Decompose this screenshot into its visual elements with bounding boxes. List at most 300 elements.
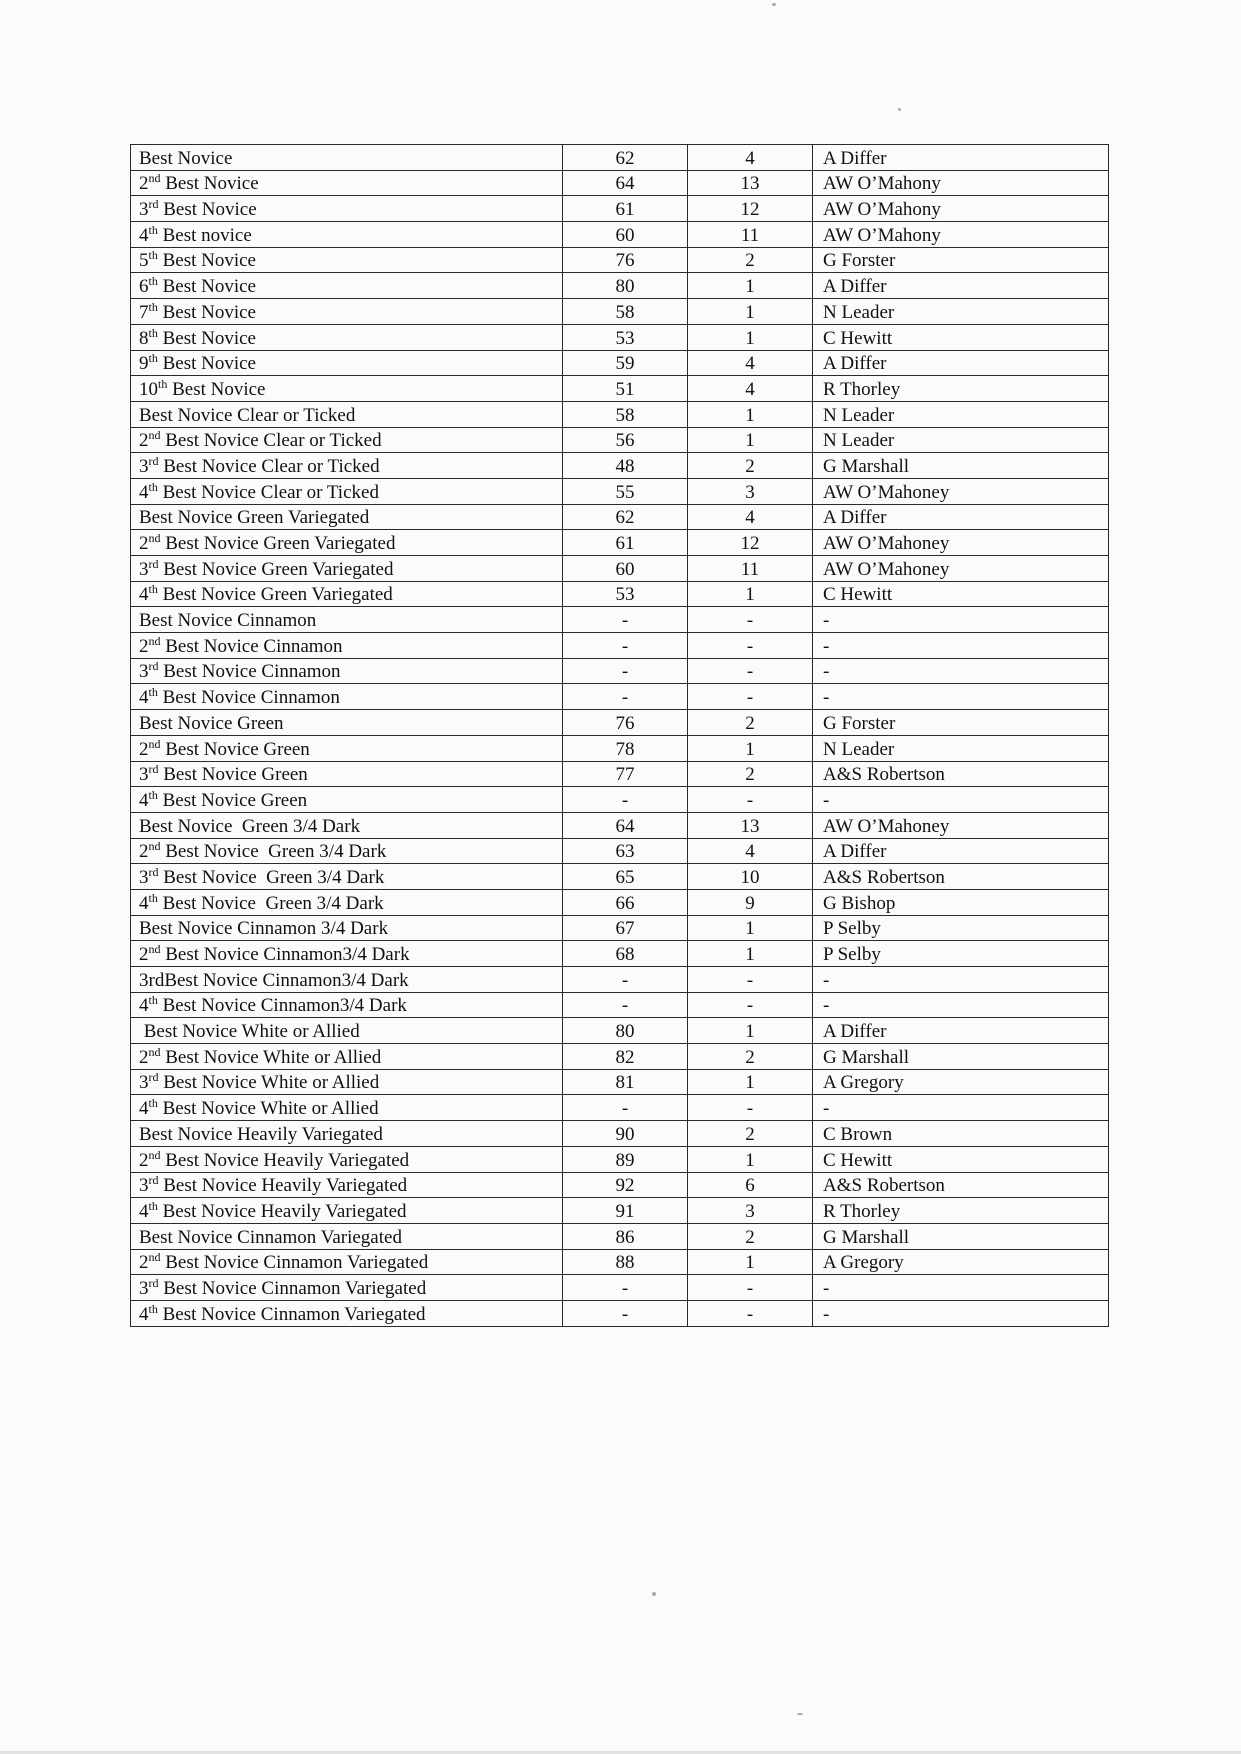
score-cell: 58 xyxy=(563,299,688,325)
placing-number: 2 xyxy=(139,635,149,657)
score-cell: 86 xyxy=(563,1223,688,1249)
placing-number: 7 xyxy=(139,301,149,323)
cage-cell: 10 xyxy=(688,864,813,890)
placing-number: 4 xyxy=(139,1200,149,1222)
placing-suffix: rd xyxy=(148,659,159,674)
cage-cell: 12 xyxy=(688,530,813,556)
cage-cell: 1 xyxy=(688,941,813,967)
class-label: Best Novice Cinnamon Variegated xyxy=(157,1303,426,1325)
score-cell: 59 xyxy=(563,350,688,376)
exhibitor-cell: A&S Robertson xyxy=(813,761,1109,787)
placing-suffix: nd xyxy=(148,428,161,443)
class-label: Best Novice Heavily Variegated xyxy=(139,1123,383,1145)
placing-suffix: nd xyxy=(148,942,161,956)
exhibitor-cell: - xyxy=(813,684,1109,710)
score-cell: 53 xyxy=(563,324,688,350)
placing-number: 3 xyxy=(139,1072,149,1094)
score-cell: 64 xyxy=(563,812,688,838)
score-cell: 60 xyxy=(563,556,688,582)
placing-suffix: th xyxy=(148,787,158,802)
class-cell xyxy=(131,684,563,710)
placing-suffix: rd xyxy=(148,1173,159,1188)
table-row xyxy=(131,1146,1109,1172)
class-cell xyxy=(131,735,563,761)
placing-number: 3 xyxy=(139,764,149,786)
cage-cell: 4 xyxy=(688,504,813,530)
table-row xyxy=(131,1249,1109,1275)
cage-cell: 1 xyxy=(688,1146,813,1172)
score-cell: 55 xyxy=(563,478,688,504)
exhibitor-cell: P Selby xyxy=(813,941,1109,967)
placing-number: 2 xyxy=(139,1149,149,1171)
class-cell xyxy=(131,1018,563,1044)
cage-cell: 2 xyxy=(688,761,813,787)
table-row xyxy=(131,1223,1109,1249)
class-cell xyxy=(131,633,563,659)
table-row xyxy=(131,607,1109,633)
class-cell xyxy=(131,607,563,633)
table-row xyxy=(131,1172,1109,1198)
class-cell xyxy=(131,1146,563,1172)
exhibitor-cell: G Forster xyxy=(813,710,1109,736)
scan-speck xyxy=(797,1713,803,1715)
placing-number: 6 xyxy=(139,276,149,298)
class-label: Best Novice Green xyxy=(139,712,284,734)
score-cell: - xyxy=(563,1275,688,1301)
table-row xyxy=(131,1095,1109,1121)
score-cell: - xyxy=(563,967,688,993)
table-row xyxy=(131,1018,1109,1044)
class-cell xyxy=(131,1275,563,1301)
score-cell: 81 xyxy=(563,1069,688,1095)
class-label: Best Novice xyxy=(167,378,266,400)
exhibitor-cell: - xyxy=(813,787,1109,813)
cage-cell: 6 xyxy=(688,1172,813,1198)
table-row xyxy=(131,401,1109,427)
exhibitor-cell: A Differ xyxy=(813,1018,1109,1044)
exhibitor-cell: AW O’Mahony xyxy=(813,170,1109,196)
exhibitor-cell: C Hewitt xyxy=(813,1146,1109,1172)
placing-suffix: th xyxy=(148,325,158,340)
table-row xyxy=(131,1069,1109,1095)
table-row xyxy=(131,658,1109,684)
exhibitor-cell: G Bishop xyxy=(813,889,1109,915)
scan-speck xyxy=(652,1592,656,1596)
score-cell: 58 xyxy=(563,401,688,427)
class-cell xyxy=(131,787,563,813)
placing-suffix: th xyxy=(148,1198,158,1213)
placing-suffix: rd xyxy=(148,197,159,212)
placing-number: 3 xyxy=(139,199,149,221)
class-cell xyxy=(131,889,563,915)
exhibitor-cell: C Hewitt xyxy=(813,581,1109,607)
placing-suffix: th xyxy=(148,993,158,1008)
score-cell: - xyxy=(563,787,688,813)
table-row xyxy=(131,787,1109,813)
class-cell xyxy=(131,453,563,479)
exhibitor-cell: - xyxy=(813,607,1109,633)
class-cell xyxy=(131,581,563,607)
exhibitor-cell: - xyxy=(813,967,1109,993)
score-cell: - xyxy=(563,1300,688,1326)
placing-number: 2 xyxy=(139,430,149,452)
exhibitor-cell: N Leader xyxy=(813,299,1109,325)
class-label: Best Novice Green 3/4 Dark xyxy=(139,815,361,837)
score-cell: 60 xyxy=(563,222,688,248)
placing-number: 2 xyxy=(139,738,149,760)
table-row xyxy=(131,556,1109,582)
placing-number: 10 xyxy=(139,378,158,400)
table-row xyxy=(131,453,1109,479)
placing-suffix: th xyxy=(148,890,158,905)
score-cell: 78 xyxy=(563,735,688,761)
placing-suffix: rd xyxy=(148,1275,159,1290)
class-label: Best Novice Green 3/4 Dark xyxy=(158,866,385,888)
class-cell xyxy=(131,992,563,1018)
placing-number: 2 xyxy=(139,1252,149,1274)
class-cell xyxy=(131,1095,563,1121)
placing-number: 4 xyxy=(139,224,149,246)
class-label: Best Novice Green 3/4 Dark xyxy=(160,841,387,863)
class-label: Best Novice Green Variegated xyxy=(139,507,370,529)
score-cell: 82 xyxy=(563,1044,688,1070)
scan-speck xyxy=(772,3,776,6)
exhibitor-cell: A Differ xyxy=(813,504,1109,530)
class-label: Best Novice xyxy=(157,327,256,349)
exhibitor-cell: G Marshall xyxy=(813,1044,1109,1070)
table-row xyxy=(131,1275,1109,1301)
cage-cell: 1 xyxy=(688,735,813,761)
placing-number: 4 xyxy=(139,1303,149,1325)
score-cell: 67 xyxy=(563,915,688,941)
class-label: Best Novice Green Variegated xyxy=(160,533,396,554)
cage-cell: 2 xyxy=(688,1121,813,1147)
class-cell xyxy=(131,145,563,171)
cage-cell: 13 xyxy=(688,170,813,196)
exhibitor-cell: N Leader xyxy=(813,401,1109,427)
score-cell: - xyxy=(563,658,688,684)
score-cell: 65 xyxy=(563,864,688,890)
class-cell xyxy=(131,1300,563,1326)
class-cell xyxy=(131,1249,563,1275)
class-label: Best Novice White or Allied xyxy=(160,1046,382,1068)
placing-number: 3 xyxy=(139,455,149,477)
score-cell: 48 xyxy=(563,453,688,479)
placing-suffix: rd xyxy=(148,556,159,571)
exhibitor-cell: - xyxy=(813,992,1109,1018)
exhibitor-cell: AW O’Mahoney xyxy=(813,556,1109,582)
placing-suffix: th xyxy=(148,582,158,597)
exhibitor-cell: AW O’Mahoney xyxy=(813,530,1109,556)
score-cell: 76 xyxy=(563,247,688,273)
cage-cell: 3 xyxy=(688,1198,813,1224)
exhibitor-cell: G Forster xyxy=(813,247,1109,273)
class-cell xyxy=(131,376,563,402)
score-cell: - xyxy=(563,633,688,659)
class-label: 3rdBest Novice Cinnamon3/4 Dark xyxy=(139,969,409,991)
table-row xyxy=(131,1198,1109,1224)
placing-suffix: nd xyxy=(148,171,161,186)
class-label: Best Novice xyxy=(160,173,259,195)
cage-cell: - xyxy=(688,787,813,813)
placing-number: 4 xyxy=(139,892,149,914)
table-row xyxy=(131,324,1109,350)
table-row xyxy=(131,967,1109,993)
score-cell: 90 xyxy=(563,1121,688,1147)
class-label: Best Novice Heavily Variegated xyxy=(160,1149,410,1171)
cage-cell: 4 xyxy=(688,145,813,171)
placing-number: 4 xyxy=(139,789,149,811)
placing-suffix: nd xyxy=(148,531,161,545)
cage-cell: - xyxy=(688,992,813,1018)
table-row xyxy=(131,196,1109,222)
exhibitor-cell: A Gregory xyxy=(813,1249,1109,1275)
table-row xyxy=(131,222,1109,248)
table-row xyxy=(131,889,1109,915)
class-cell xyxy=(131,1172,563,1198)
cage-cell: - xyxy=(688,1095,813,1121)
exhibitor-cell: A&S Robertson xyxy=(813,1172,1109,1198)
cage-cell: - xyxy=(688,1300,813,1326)
table-row xyxy=(131,273,1109,299)
cage-cell: 4 xyxy=(688,376,813,402)
cage-cell: 2 xyxy=(688,1223,813,1249)
placing-suffix: th xyxy=(148,1096,158,1111)
table-row xyxy=(131,530,1109,556)
table-row xyxy=(131,761,1109,787)
table-row xyxy=(131,504,1109,530)
table-row xyxy=(131,247,1109,273)
exhibitor-cell: A Differ xyxy=(813,350,1109,376)
cage-cell: - xyxy=(688,967,813,993)
class-cell xyxy=(131,299,563,325)
class-label: Best Novice xyxy=(139,147,233,169)
table-row xyxy=(131,1300,1109,1326)
class-label: Best Novice xyxy=(157,276,256,298)
class-label: Best Novice Cinnamon Variegated xyxy=(160,1252,429,1274)
table-row xyxy=(131,812,1109,838)
placing-number: 2 xyxy=(139,533,149,554)
class-label: Best Novice Green Variegated xyxy=(157,584,393,606)
class-cell xyxy=(131,1044,563,1070)
table-row xyxy=(131,864,1109,890)
score-cell: 62 xyxy=(563,504,688,530)
class-label: Best Novice White or Allied xyxy=(158,1072,380,1094)
class-label: Best Novice Heavily Variegated xyxy=(158,1175,408,1197)
class-label: Best Novice Cinnamon Variegated xyxy=(158,1277,427,1299)
class-cell xyxy=(131,427,563,453)
cage-cell: 2 xyxy=(688,453,813,479)
placing-number: 3 xyxy=(139,558,149,580)
cage-cell: 1 xyxy=(688,1069,813,1095)
cage-cell: - xyxy=(688,607,813,633)
class-cell xyxy=(131,247,563,273)
class-cell xyxy=(131,350,563,376)
cage-cell: 1 xyxy=(688,401,813,427)
score-cell: 64 xyxy=(563,170,688,196)
table-row xyxy=(131,581,1109,607)
placing-suffix: rd xyxy=(148,1070,159,1085)
class-label: Best Novice Green xyxy=(158,764,308,786)
placing-number: 2 xyxy=(139,1046,149,1068)
cage-cell: 3 xyxy=(688,478,813,504)
placing-number: 3 xyxy=(139,1277,149,1299)
class-label: Best Novice xyxy=(157,353,256,375)
cage-cell: 2 xyxy=(688,710,813,736)
score-cell: 68 xyxy=(563,941,688,967)
cage-cell: - xyxy=(688,633,813,659)
table-row xyxy=(131,427,1109,453)
placing-suffix: nd xyxy=(148,633,161,648)
score-cell: 63 xyxy=(563,838,688,864)
exhibitor-cell: - xyxy=(813,1300,1109,1326)
class-cell xyxy=(131,556,563,582)
placing-number: 8 xyxy=(139,327,149,349)
class-label: Best Novice Heavily Variegated xyxy=(157,1200,407,1222)
exhibitor-cell: G Marshall xyxy=(813,453,1109,479)
class-cell xyxy=(131,478,563,504)
class-label: Best Novice Green 3/4 Dark xyxy=(157,892,384,914)
exhibitor-cell: R Thorley xyxy=(813,1198,1109,1224)
exhibitor-cell: G Marshall xyxy=(813,1223,1109,1249)
cage-cell: 9 xyxy=(688,889,813,915)
exhibitor-cell: - xyxy=(813,633,1109,659)
score-cell: - xyxy=(563,684,688,710)
table-row xyxy=(131,350,1109,376)
class-cell xyxy=(131,967,563,993)
score-cell: 77 xyxy=(563,761,688,787)
cage-cell: 11 xyxy=(688,222,813,248)
score-cell: - xyxy=(563,607,688,633)
class-label: Best Novice Cinnamon xyxy=(158,661,341,683)
class-cell xyxy=(131,1198,563,1224)
exhibitor-cell: - xyxy=(813,1275,1109,1301)
class-label: Best Novice Cinnamon xyxy=(139,610,317,632)
exhibitor-cell: AW O’Mahony xyxy=(813,196,1109,222)
class-cell xyxy=(131,196,563,222)
score-cell: 80 xyxy=(563,1018,688,1044)
class-cell xyxy=(131,1223,563,1249)
score-cell: 80 xyxy=(563,273,688,299)
table-row xyxy=(131,376,1109,402)
exhibitor-cell: AW O’Mahoney xyxy=(813,812,1109,838)
exhibitor-cell: C Brown xyxy=(813,1121,1109,1147)
placing-suffix: th xyxy=(148,351,158,366)
table-row xyxy=(131,478,1109,504)
class-cell xyxy=(131,812,563,838)
placing-number: 3 xyxy=(139,866,149,888)
cage-cell: 1 xyxy=(688,273,813,299)
table-row xyxy=(131,735,1109,761)
cage-cell: 1 xyxy=(688,1249,813,1275)
placing-suffix: nd xyxy=(148,1250,161,1265)
placing-number: 3 xyxy=(139,1175,149,1197)
exhibitor-cell: A Differ xyxy=(813,273,1109,299)
table-row xyxy=(131,915,1109,941)
exhibitor-cell: A Gregory xyxy=(813,1069,1109,1095)
placing-suffix: nd xyxy=(148,1044,161,1059)
cage-cell: 13 xyxy=(688,812,813,838)
table-row xyxy=(131,992,1109,1018)
class-cell xyxy=(131,658,563,684)
class-cell xyxy=(131,324,563,350)
class-cell xyxy=(131,838,563,864)
class-label: Best Novice xyxy=(157,301,256,323)
score-cell: 61 xyxy=(563,530,688,556)
placing-number: 9 xyxy=(139,353,149,375)
score-cell: 53 xyxy=(563,581,688,607)
placing-number: 2 xyxy=(139,173,149,195)
placing-suffix: rd xyxy=(148,453,159,468)
class-label: Best Novice Green xyxy=(160,738,310,760)
placing-number: 4 xyxy=(139,1098,149,1120)
exhibitor-cell: - xyxy=(813,1095,1109,1121)
class-cell xyxy=(131,915,563,941)
exhibitor-cell: A&S Robertson xyxy=(813,864,1109,890)
score-cell: 62 xyxy=(563,145,688,171)
class-cell xyxy=(131,401,563,427)
placing-suffix: th xyxy=(158,376,168,391)
table-row xyxy=(131,633,1109,659)
exhibitor-cell: C Hewitt xyxy=(813,324,1109,350)
placing-number: 4 xyxy=(139,481,149,503)
class-cell xyxy=(131,1069,563,1095)
results-table-body xyxy=(131,145,1109,1327)
table-row xyxy=(131,1121,1109,1147)
exhibitor-cell: - xyxy=(813,658,1109,684)
scan-speck xyxy=(898,108,901,111)
class-cell xyxy=(131,170,563,196)
score-cell: - xyxy=(563,992,688,1018)
score-cell: 92 xyxy=(563,1172,688,1198)
class-cell xyxy=(131,504,563,530)
placing-suffix: th xyxy=(148,274,158,289)
placing-number: 4 xyxy=(139,687,149,709)
class-cell xyxy=(131,1121,563,1147)
table-row xyxy=(131,145,1109,171)
class-label: Best Novice Cinnamon xyxy=(157,687,340,709)
exhibitor-cell: R Thorley xyxy=(813,376,1109,402)
score-cell: 56 xyxy=(563,427,688,453)
placing-suffix: th xyxy=(148,222,158,237)
placing-number: 3 xyxy=(139,661,149,683)
table-row xyxy=(131,838,1109,864)
score-cell: 51 xyxy=(563,376,688,402)
class-label: Best Novice xyxy=(158,199,257,221)
cage-cell: 2 xyxy=(688,247,813,273)
cage-cell: 4 xyxy=(688,350,813,376)
placing-number: 4 xyxy=(139,584,149,606)
table-row xyxy=(131,684,1109,710)
class-cell xyxy=(131,273,563,299)
class-label: Best Novice Green xyxy=(157,789,308,811)
cage-cell: - xyxy=(688,1275,813,1301)
class-cell xyxy=(131,761,563,787)
results-table xyxy=(130,144,1109,1327)
score-cell: - xyxy=(563,1095,688,1121)
class-label: Best Novice Clear or Ticked xyxy=(160,430,382,452)
placing-number: 4 xyxy=(139,995,149,1017)
class-label: Best Novice Clear or Ticked xyxy=(139,404,356,426)
class-label: Best Novice xyxy=(157,250,256,272)
class-label: Best Novice Cinnamon 3/4 Dark xyxy=(139,918,389,940)
cage-cell: 12 xyxy=(688,196,813,222)
class-cell xyxy=(131,710,563,736)
score-cell: 61 xyxy=(563,196,688,222)
class-label: Best Novice Cinnamon xyxy=(160,635,343,657)
cage-cell: - xyxy=(688,684,813,710)
table-row xyxy=(131,1044,1109,1070)
